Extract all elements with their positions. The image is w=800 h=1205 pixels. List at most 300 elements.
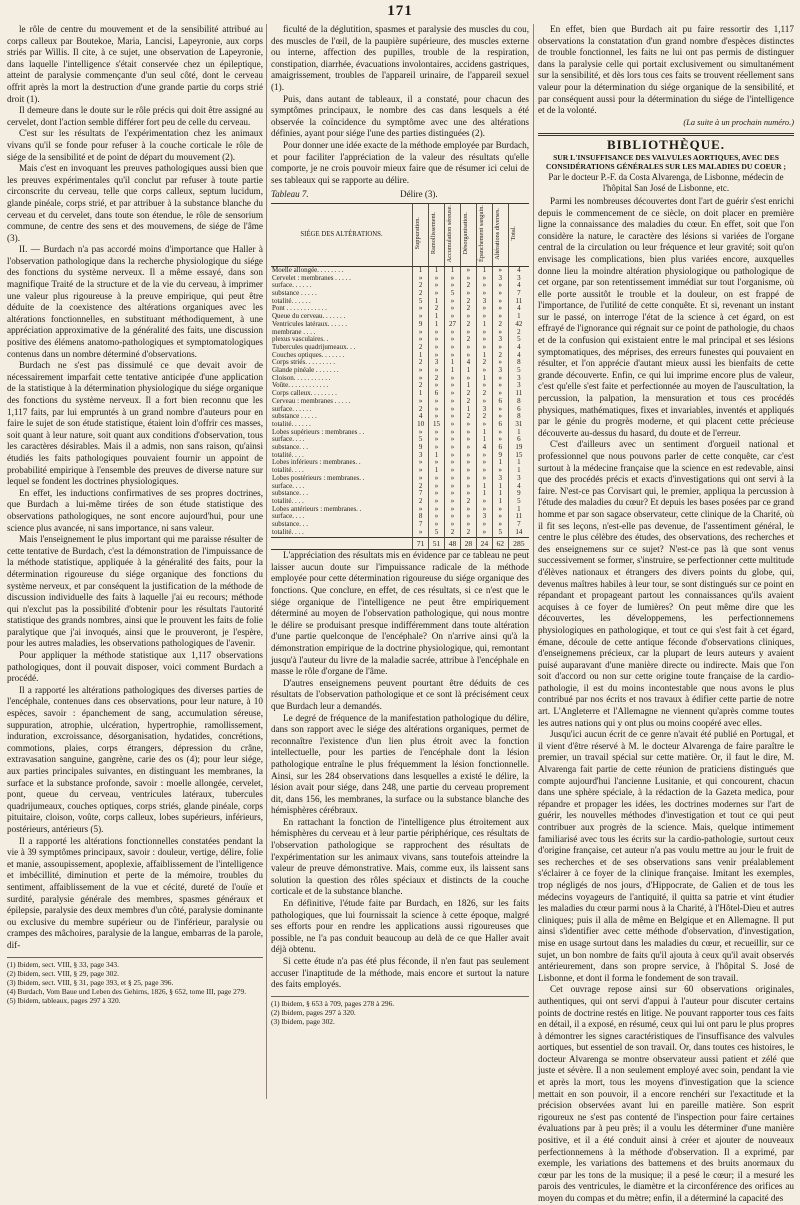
table-row-site: totalité. . . . . . (272, 419, 311, 428)
paragraph: C'est sur les résultats de l'expérimentation chez les animaux vivans qu'il se fonde pour refuser à la couche corticale le rôle de siége de la sensibilité et de point de départ du mouvement (2). (7, 128, 263, 162)
footnotes-left (7, 957, 263, 1006)
table-cell: 7 (508, 521, 529, 529)
section-title: BIBLIOTHÈQUE. (606, 137, 726, 153)
table-cell: 1 (476, 436, 492, 444)
table-cell: » (413, 336, 429, 344)
table-cell: 11 (508, 513, 529, 521)
table-column-label: Total. (509, 226, 517, 241)
table-cell: » (429, 329, 445, 337)
table-cell: » (429, 444, 445, 452)
table-cell: » (429, 398, 445, 406)
table-cell: » (460, 483, 476, 491)
table-cell: » (476, 305, 492, 313)
paragraph: Cet ouvrage repose ainsi sur 60 observations originales, authentiques, qui ont servi d'appui à l'auteur pour discuter certains points de doctrine restés en litige. Ne pouvant rapporter tous ces faits en détail, il a exposé, en résumé, ceux qui lui ont paru le plus propres à démontrer les signes caractéristiques de l'insuffisance des valvules aortiques, but essentiel de son travail. Or, dans toutes ces histoires, le docteur Alvarenga se montre observateur aussi patient et zélé que juste et sévère. Il a non seulement employé avec soin, pendant la vie et après la mort, tous les moyens d'investigation que la science mettait en son pouvoir, il a encore renchéri sur l'exactitude et la précision observées avant lui en pareille matière. Son esprit rigoureux ne s'est pas contenté de l'inspection pour faire certaines évaluations par à peu près; il a voulu les déterminer d'une manière positive, et il a été conduit ainsi à créer et ajouter de nouveaux perfectionnemens à la méthode d'observation. Il a exprimé, par exemple, les variations des battemens et des bruits anormaux du cœur par les tons de la musique; il a pesé le cœur; il a mesuré les parois des ventricules, le diamètre et la circonférence des orifices au moyen du compas et du mètre; enfin, il a déterminé la capacité des (538, 984, 794, 1203)
table-cell: » (460, 329, 476, 337)
table-cell: 6 (492, 398, 508, 406)
table-cell: 1 (413, 390, 429, 398)
table-cell: 1 (492, 483, 508, 491)
table-cell: » (460, 352, 476, 360)
table-column-label: Désorganisation. (461, 212, 469, 255)
table-cell: 2 (413, 483, 429, 491)
table-row-site: totalité. . . . . . (272, 296, 311, 305)
table-cell: » (429, 275, 445, 283)
table-row-site: Tubercules quadrijumeaux. . . (272, 342, 356, 351)
footnote: (1) Ibidem, § 653 à 709, pages 278 à 296. (271, 998, 395, 1008)
table-cell: 1 (476, 429, 492, 437)
table-cell: 2 (460, 398, 476, 406)
table-cell: » (476, 459, 492, 467)
table-row (271, 521, 529, 529)
paragraph: le rôle de centre du mouvement et de la sensibilité attribué au corps calleux par Boutekoe, Maria, Lancisi, Lapeyronie, aux corps striés par Willis. Il cite, à ce sujet, une observation de Lapeyronie, dans laquelle l'intelligence s'était conservée chez un épileptique, atteint de paralysie commençante d'un seul côté, dont le cerveau offrit après la mort la destruction d'une grande partie du corps strié droit (1). (7, 24, 263, 104)
table-cell: 9 (492, 452, 508, 460)
table-cell: 1 (429, 298, 445, 306)
column-left-body (7, 24, 263, 952)
table-column-header (492, 203, 508, 266)
table-cell: 2 (492, 352, 508, 360)
table-cell: 2 (476, 413, 492, 421)
table-cell: 2 (413, 382, 429, 390)
table-cell: » (476, 290, 492, 298)
column-middle-body (271, 550, 529, 991)
table-cell: 2 (444, 529, 460, 537)
table-cell: » (444, 313, 460, 321)
table-cell: » (460, 429, 476, 437)
page-number: 171 (387, 3, 413, 19)
column-right (538, 24, 794, 1203)
paragraph: Jusqu'ici aucun écrit de ce genre n'avait été publié en Portugal, et il vient d'être réservé à M. le docteur Alvarenga de faire paraître le premier, un travail spécial sur cette matière. Or, il faut le dire, M. Alvarenga fait partie de cette réunion de praticiens distingués que compte aujourd'hui l'ancienne Lusitanie, et qui concourent, chacun dans une sphère spéciale, à la rédaction de la Gazeta medica, pour répandre et propager les idées, les doctrines modernes sur l'art de guérir, les nouvelles méthodes d'investigation et tout ce qui peut contribuer aux progrès de la science. Mais, quelque intimement familiarisé avec tous les écrits sur la cardio-pathologie, surtout ceux d'origine française, cet auteur n'a pas voulu mettre au jour le fruit de ses recherches et de ses observations sans venir préalablement s'éclairer à ce foyer de la clinique française. Imitant les exemples, trop négligés de nos jours, d'Hippocrate, de Galien et de tous les médecins voyageurs de l'antiquité, il quitta sa patrie et vint étudier les maladies du cœur parmi nous à la Charité, à l'Hôtel-Dieu et autres cliniques; puis il alla de même en Belgique et en Allemagne. Il put ainsi s'identifier avec cette méthode d'observation, d'investigation, mise en usage surtout dans les maladies du cœur, et recueillir, sur ce sujet, un bon nombre de faits qu'il ajouta à ceux qu'il avait observés antérieurement, dans son propre service, à l'hôpital S. José de Lisbonne, et dont il forma le fondement de son travail. (538, 729, 794, 983)
table-cell: » (492, 406, 508, 414)
table-cell: » (460, 290, 476, 298)
table-cell: » (476, 506, 492, 514)
table-cell: » (413, 367, 429, 375)
table-column-header (444, 203, 460, 266)
table-column-label: Suppuration. (414, 217, 422, 250)
table-cell: 1 (413, 266, 429, 274)
paragraph: En définitive, l'étude faite par Burdach, en 1826, sur les faits pathologiques, que lui fournissait la science à cette époque, malgré ses efforts pour en rendre les applications aussi rigoureuses que possible, ne l'a pas conduit beaucoup au delà de ce que Haller avait déjà obtenu. (271, 898, 529, 955)
table-cell: » (460, 275, 476, 283)
table-cell: 1 (476, 490, 492, 498)
table-cell: » (413, 475, 429, 483)
table-cell: » (476, 498, 492, 506)
table-cell: 7 (413, 490, 429, 498)
table-row (271, 513, 529, 521)
table-cell: 6 (508, 406, 529, 414)
table-cell: » (476, 398, 492, 406)
table-cell: 3 (508, 475, 529, 483)
paragraph: Il demeure dans le doute sur le rôle précis qui doit être assigné au cervelet, dont l'action semble différer fort peu de celle du cerveau. (7, 105, 263, 127)
table-cell: » (444, 513, 460, 521)
table-cell: » (444, 375, 460, 383)
table-cell: » (460, 436, 476, 444)
paragraph: Le degré de fréquence de la manifestation pathologique du délire, dans son rapport avec le siége des altérations organiques, permet de reconnaître l'existence d'un lien plus étroit avec la fonction intellectuelle, pour les parties de l'encéphale dont la lésion pathologique entraîne le plus fréquemment la lésion fonctionnelle. Ainsi, sur les 284 observations dans lesquelles a existé le délire, la lésion avait pour siége, dans 248, une partie du cerveau proprement dit, dans 156, les membranes, la surface ou la substance blanche des hémisphères cérébraux. (271, 712, 529, 816)
table-cell: » (444, 498, 460, 506)
table-cell: 9 (413, 444, 429, 452)
table-column-header (429, 203, 445, 266)
table-cell: 4 (460, 359, 476, 367)
table-cell: 1 (508, 313, 529, 321)
table-cell: 3 (429, 359, 445, 367)
table-row-site: Corps striés. . . . . . . . . (272, 358, 335, 367)
table-cell: » (492, 390, 508, 398)
table-cell: 5 (508, 367, 529, 375)
table-cell: 5 (413, 436, 429, 444)
table-row (271, 529, 529, 537)
table-cell: 2 (508, 329, 529, 337)
table-cell: » (492, 436, 508, 444)
table-cell: » (444, 459, 460, 467)
table-column-label: Ramollissement. (430, 212, 438, 255)
table-cell: » (444, 490, 460, 498)
table-cell: 1 (429, 266, 445, 274)
table-cell: 2 (476, 390, 492, 398)
table-cell: 1 (508, 467, 529, 475)
table-cell: » (460, 375, 476, 383)
table-cell: 4 (508, 282, 529, 290)
table-cell: » (476, 275, 492, 283)
table-cell: 1 (444, 359, 460, 367)
footnote: (3) Ibidem, sect. VIII, § 31, page 393, et § 25, page 396. (7, 977, 174, 987)
footnote: (2) Ibidem, sect. VIII, § 29, page 302. (7, 968, 119, 978)
table-cell: 3 (508, 375, 529, 383)
table-cell: 3 (508, 382, 529, 390)
table-cell: 2 (413, 406, 429, 414)
table-cell: » (429, 282, 445, 290)
paragraph: II. — Burdach n'a pas accordé moins d'importance que Haller à l'observation pathologique dans la recherche physiologique du siége des fonctions du système nerveux. Il a même essayé, dans son magnifique Traité de la structure et de la vie du cerveau, à imprimer une valeur plus rigoureuse à la preuve empirique, qui peut être déduite de la coexistence des altérations organiques avec les altérations fonctionnelles, en substituant méthodiquement, à une appréciation approximative de la généralité des faits, une discussion positive des élémens anatomo-pathologiques et symptomatologiques contenus dans un nombre déterminé d'observations. (7, 244, 263, 359)
table-heading (271, 189, 529, 201)
table-cell: » (429, 506, 445, 514)
table-cell: 8 (413, 513, 429, 521)
table-cell: » (429, 498, 445, 506)
table-row-site: membrane . . . . (272, 327, 316, 336)
table-cell: » (476, 467, 492, 475)
table-cell: 1 (429, 313, 445, 321)
table-cell: » (429, 352, 445, 360)
table-cell: » (492, 467, 508, 475)
table-cell: 4 (508, 483, 529, 491)
table-cell: » (413, 459, 429, 467)
table-cell: » (460, 475, 476, 483)
table-cell: 1 (429, 452, 445, 460)
table-cell: » (444, 398, 460, 406)
column-divider (266, 24, 267, 1099)
table-cell: 5 (508, 498, 529, 506)
table-cell: 2 (460, 413, 476, 421)
table-row-site: plexus vasculaires. . (272, 335, 329, 344)
table-cell: 3 (476, 406, 492, 414)
paragraph: En effet, les inductions confirmatives de ses propres doctrines, que Burdach a lui-même tirées de son étude statistique des observations pathologiques, ne sont encore aujourd'hui, pour une science plus avancée, ni sans importance, ni sans valeur. (7, 487, 263, 533)
paragraph: Parmi les nombreuses découvertes dont l'art de guérir s'est enrichi depuis le commencement de ce siècle, on doit placer en première ligne la connaissance des maladies du cœur. En effet, soit que l'on considère la nature, le caractère des lésions si variées de l'organe central de la circulation ou leur fréquence et leur gravité; soit qu'on envisage les complications, bien plus variées encore, auxquelles donne lieu la moindre altération physiologique ou pathologique de cet organe, par son retentissement immédiat sur tout l'organisme, où elle porte aussitôt le trouble et la douleur, on est frappé de l'importance, de l'utilité de cette conquête. Et si, revenant un instant sur le passé, on interroge l'état de la science à cet égard, on est effrayé de l'ignorance qui régnait sur ce point de pathologie, du chaos et de la confusion qui existaient entre le mal principal et ses lésions symptomatiques, des méprises, des erreurs funestes qui pouvaient en résulter, et l'on apprécie d'autant mieux aussi les bienfaits de cette grande découverte. Enfin, ce qui lui imprime encore plus de valeur, c'est qu'elle s'est faite et perfectionnée au moyen de l'auscultation, la percussion, la palpation, la mensuration et tous ces procédés physiques, mathématiques, fixes et invariables, inventés et appliqués par le génie du progrès moderne, et qui placent cette précieuse découverte au-dessus du hasard, du doute et de l'erreur. (538, 195, 794, 438)
table-cell: » (444, 521, 460, 529)
table-cell: 2 (460, 336, 476, 344)
table-cell: » (444, 475, 460, 483)
table-column-header (508, 203, 529, 266)
table-cell: 1 (508, 459, 529, 467)
table-cell: » (429, 429, 445, 437)
table-row (271, 429, 529, 437)
table-cell: 8 (508, 359, 529, 367)
table-cell: » (444, 467, 460, 475)
column-middle (271, 24, 529, 1099)
table-cell: » (460, 513, 476, 521)
table-row-site: Ventricules latéraux. . . . . . (272, 319, 348, 328)
table-cell: » (429, 513, 445, 521)
table-total-cell: 62 (492, 537, 508, 550)
table-total-cell: 71 (413, 537, 429, 550)
table-cell: 42 (508, 321, 529, 329)
table-cell: » (492, 282, 508, 290)
table-cell: 2 (460, 321, 476, 329)
table-cell: » (413, 329, 429, 337)
table-cell: » (492, 506, 508, 514)
table-cell: 6 (508, 436, 529, 444)
table-cell: » (476, 329, 492, 337)
table-cell: 7 (413, 521, 429, 529)
table-cell: 8 (508, 398, 529, 406)
table-cell: 2 (429, 375, 445, 383)
table-cell: » (444, 329, 460, 337)
table-cell: 2 (460, 529, 476, 537)
table-cell: » (444, 275, 460, 283)
table-title: Délire (3). (400, 189, 438, 200)
table-cell: » (476, 421, 492, 429)
table-cell: 5 (492, 529, 508, 537)
table-cell: » (492, 513, 508, 521)
table-cell: » (476, 344, 492, 352)
table-cell: » (429, 413, 445, 421)
table-cell: » (492, 413, 508, 421)
table-cell: » (444, 452, 460, 460)
table-cell: 1 (492, 498, 508, 506)
table-cell: » (460, 313, 476, 321)
table-cell: » (460, 467, 476, 475)
table-cell: » (444, 305, 460, 313)
table-row-site: Cloison. . . . . . . . . . . (272, 373, 331, 382)
table-row-site: Lobes inférieurs : membranes. . (272, 458, 361, 467)
table-cell: » (492, 266, 508, 274)
table-total-cell: 51 (429, 537, 445, 550)
table-row (271, 506, 529, 514)
table-cell: 4 (476, 444, 492, 452)
table-cell: 1 (460, 406, 476, 414)
table-row-site: surface. . . . (272, 481, 305, 490)
table-cell: 4 (508, 305, 529, 313)
table-cell: 6 (429, 390, 445, 398)
footnote: (4) Burdach, Vom Baue und Leben des Gehirns, 1826, § 652, tome III, page 279. (7, 987, 247, 997)
table-cell: » (476, 336, 492, 344)
table-cell: » (460, 344, 476, 352)
table-row-site: Cervelet : membranes . . . . . (272, 273, 351, 282)
table-cell: » (429, 336, 445, 344)
table-cell: 2 (413, 498, 429, 506)
column-left (7, 24, 263, 1099)
table-cell: » (492, 359, 508, 367)
table-cell: 1 (492, 490, 508, 498)
paragraph: En rattachant la fonction de l'intelligence plus étroitement aux hémisphères du cerveau et à leur partie périphérique, ces résultats de l'observation pathologique se rapprochent des résultats de l'expérimentation sur les animaux vivans, sans toutefois atteindre la valeur de preuve démonstrative. Mais, comme eux, ils laissent sans solution la question des rôles spéciaux et distincts de la couche corticale et de la substance blanche. (271, 816, 529, 897)
table-cell: » (476, 367, 492, 375)
table-row (271, 459, 529, 467)
table-row-site: Corps calleux. . . . . . . . (272, 389, 337, 398)
table-cell: 1 (476, 483, 492, 491)
footnote: (2) Ibidem, pages 297 à 320. (271, 1007, 356, 1017)
table-cell: 1 (508, 506, 529, 514)
paragraph: L'appréciation des résultats mis en évidence par ce tableau ne peut laisser aucun doute sur l'impuissance radicale de la méthode employée pour cette détermination rigoureuse du siége organique des fonctions. Que conclure, en effet, de ces résultats, si ce n'est que le siége organique de l'intelligence ne peut être empiriquement déterminé au moyen de l'observation pathologique, qui nous montre le délire se produisant presque indifféremment dans toute altération d'une partie quelconque de l'encéphale? On n'arrive ainsi qu'à la démonstration empirique de la doctrine physiologique, qui, remontant jusqu'à l'auteur du livre de la maladie sacrée, attribue à l'encéphale en masse le rôle d'organe de l'âme. (271, 550, 529, 677)
table-cell: 1 (492, 459, 508, 467)
table-cell: 2 (413, 344, 429, 352)
table-cell: 4 (413, 413, 429, 421)
table-cell: 1 (460, 367, 476, 375)
table-row-site: Glande pinéale . . . . . . . (272, 366, 339, 375)
table-row-site: substance. . . (272, 443, 308, 452)
table-row (271, 483, 529, 491)
footnote: (5) Ibidem, tableaux, pages 297 à 320. (7, 996, 121, 1006)
table-cell: » (460, 459, 476, 467)
table-row (271, 436, 529, 444)
table-cell: » (492, 382, 508, 390)
continuation-note: (La suite à un prochain numéro.) (683, 117, 794, 127)
table-cell: » (413, 305, 429, 313)
table-row-site: Couches optiques. . . . . . . (272, 350, 345, 359)
table-row-site: surface. . . . . . (272, 404, 312, 413)
table-cell: » (413, 506, 429, 514)
table-cell: » (460, 452, 476, 460)
table-row-site: substance . . . . . (272, 412, 317, 421)
table-cell: 2 (429, 305, 445, 313)
table-row-site: surface. . . . (272, 435, 305, 444)
table-cell: » (444, 421, 460, 429)
table-cell: 4 (508, 344, 529, 352)
table-totals-label (271, 537, 413, 550)
paragraph: Il a rapporté les altérations fonctionnelles constatées pendant la vie à 39 symptômes principaux, savoir : douleur, vertige, délire, folie et manie, assoupissement, apoplexie, affaiblissement de l'intelligence et imbécillité, diminution et perte de la mémoire, troubles du sentiment, affaiblissement de la vue et cécité, dureté de l'ouïe et surdité, paralysie générale des membres, spasmes généraux et épilepsie, paralysie des deux membres d'un côté, paralysie dominante ou exclusive du membre supérieur ou de l'inférieur, paralysie ou crampes des mâchoires, paralysie de la langue, embarras de la parole, dif- (7, 835, 263, 950)
table-cell: » (460, 506, 476, 514)
table-cell: » (413, 275, 429, 283)
table-cell: 3 (508, 275, 529, 283)
table-cell: » (444, 352, 460, 360)
paragraph: En effet, bien que Burdach ait pu faire ressortir des 1,117 observations la constatation d'un grand nombre d'espèces distinctes de trouble fonctionnel, les faits ne lui ont pas permis de distinguer dans la paralysie celle qui portait exclusivement ou simultanément sur la sensibilité, et dès lors tous ces faits se trouvent réellement sans valeur pour la détermination du siége organique de la sensibilité, et par conséquent aussi pour la détermination du siége de l'intelligence et de la volonté. (538, 24, 794, 116)
table-cell: » (492, 298, 508, 306)
table-row-site: totalité. . . . (272, 497, 304, 505)
footnote: (1) Ibidem, sect. VIII, § 33, page 343. (7, 959, 119, 969)
table-cell: » (444, 483, 460, 491)
paragraph: Burdach ne s'est pas dissimulé ce que devait avoir de nécessairement imparfait cette tentative anticipée d'une application de la statistique à la détermination physiologique du siége organique des fonctions du système nerveux. Il a fort bien reconnu que les 1,117 faits, par lui empruntés à un grand nombre d'auteurs pour en faire le sujet de son étude statistique, étaient loin d'offrir ces masses, soit quant à leur nature, soit quant aux conditions d'observation, tous les caractères désirables. Mais il a admis, non sans raison, qu'ainsi étudiés les faits pathologiques pouvaient fournir un appoint de probabilité empirique à l'ensemble des preuves de diverse nature sur lequel se fondent les doctrines physiologiques. (7, 360, 263, 487)
table-cell: 2 (460, 390, 476, 398)
table-cell: » (492, 521, 508, 529)
table-cell: » (476, 452, 492, 460)
table-cell: » (460, 444, 476, 452)
table-cell: 1 (413, 352, 429, 360)
table-column-header (476, 203, 492, 266)
table-total-cell: 285 (508, 537, 529, 550)
table-row-site: Queue du cerveau. . . . . . . (272, 312, 346, 321)
table-row-site: totalité. . . . (272, 527, 304, 536)
table-cell: » (492, 313, 508, 321)
table-cell: » (429, 406, 445, 414)
table-row (271, 475, 529, 483)
table-cell: 6 (492, 421, 508, 429)
table-cell: » (444, 382, 460, 390)
table-cell: » (444, 413, 460, 421)
table-cell: 2 (413, 290, 429, 298)
table-cell: » (429, 490, 445, 498)
table-cell: » (460, 266, 476, 274)
table-cell: 1 (476, 321, 492, 329)
paragraph: Si cette étude n'a pas été plus féconde, il n'en faut pas seulement accuser l'inaptitude de la méthode, mais encore et surtout la nature des faits employés. (271, 956, 529, 990)
table-cell: » (444, 390, 460, 398)
table-cell: 14 (508, 529, 529, 537)
table-cell: 9 (508, 490, 529, 498)
table-cell: » (492, 344, 508, 352)
table-column-label: Accumulation séreuse. (445, 204, 453, 263)
table-cell: » (413, 375, 429, 383)
table-cell: 1 (476, 352, 492, 360)
table-cell: » (476, 529, 492, 537)
table-cell: 3 (476, 298, 492, 306)
table-cell: 1 (444, 266, 460, 274)
table-cell: » (444, 406, 460, 414)
table-cell: » (460, 490, 476, 498)
table-cell: » (429, 382, 445, 390)
table-cell: » (460, 421, 476, 429)
table-cell: 5 (508, 336, 529, 344)
table-cell: 3 (492, 367, 508, 375)
table-cell: 2 (460, 305, 476, 313)
paragraph: Mais c'est en invoquant les preuves pathologiques aussi bien que les preuves expérimentales qu'il conclut par refuser à toute partie circonscrite du cerveau, telle que corps calleux, septum lucidum, glande pinéale, corps strié, et par attribuer à la substance blanche du cerveau et du cervelet, dans toute son étendue, le rôle de sensorium commune, de centre des sens et des mouvemens, de siége de l'âme (3). (7, 163, 263, 243)
table-cell: » (444, 436, 460, 444)
article-title: SUR L'INSUFFISANCE DES VALVULES AORTIQUES, AVEC DES CONSIDÉRATIONS GÉNÉRALES SUR LES MALADIES DU COEUR ; (545, 152, 787, 172)
table-cell: 1 (444, 367, 460, 375)
table-cell: » (429, 475, 445, 483)
table-cell: » (492, 375, 508, 383)
table-row-site: Moelle allongée. . . . . . . . (272, 265, 344, 274)
table-row-site: Cerveau : membranes . . . . . (272, 396, 351, 405)
table-cell: » (413, 313, 429, 321)
table-cell: » (444, 336, 460, 344)
table-cell: 1 (429, 467, 445, 475)
table-cell: » (476, 475, 492, 483)
table-row-site: surface. . . . (272, 512, 305, 521)
table-cell: » (429, 344, 445, 352)
table-cell: » (492, 329, 508, 337)
table-total-cell: 48 (444, 537, 460, 550)
table-cell: 31 (508, 421, 529, 429)
table-cell: 7 (508, 290, 529, 298)
paragraph: ficulté de la déglutition, spasmes et paralysie des muscles du cou, des muscles de l'œil, de la paupière supérieure, des muscles externe ou interne, affection des pupilles, trouble de la respiration, constipation, diarrhée, évacuations involontaires, accidens gastriques, amaigrissement, troubles de l'appareil urinaire, de l'appareil sexuel (1). (271, 24, 529, 92)
table-cell: 2 (492, 321, 508, 329)
table-cell: » (429, 459, 445, 467)
column-middle-intro (271, 24, 529, 186)
table-cell: » (444, 429, 460, 437)
table-cell: » (492, 290, 508, 298)
table-total-cell: 24 (476, 537, 492, 550)
section-divider (538, 133, 794, 136)
table-label: Tableau 7. (271, 189, 309, 200)
table-cell: 27 (444, 321, 460, 329)
table-cell: 8 (508, 413, 529, 421)
table-row-site: Voûte. . . . . . . . . . . . (272, 381, 329, 390)
table-site-header: SIÉGE DES ALTÉRATIONS. (271, 203, 413, 266)
table-cell: » (444, 282, 460, 290)
table-row-site: totalité. . . . (272, 450, 304, 459)
table-cell: 1 (460, 382, 476, 390)
table-cell: 3 (492, 336, 508, 344)
table-cell: 4 (508, 352, 529, 360)
table-cell: » (444, 298, 460, 306)
table-cell: » (429, 367, 445, 375)
table-cell: 2 (476, 359, 492, 367)
paragraph: C'est d'ailleurs avec un sentiment d'orgueil national et professionnel que nous pouvons parler de cette conquête, car c'est surtout à la médecine française que la science en est redevable, ainsi que des procédés précis et exacts d'investigations qui ont servi à la faire. N'est-ce pas Corvisart qui, le premier, appliqua la percussion à l'étude des maladies du cœur? Et depuis les bases posées par ce grand homme et par son sagace observateur, cette clinique de la Charité, où il fit ses leçons, n'est-elle pas devenue, de l'assentiment général, le centre le plus célèbre des études, des observations, des recherches et des enseignemens sur ce sujet? N'est-ce pas là que sont venus successivement se former, s'instruire, se perfectionner cette multitude d'élèves nationaux et étrangers des divers points du globe, qui, devenus maîtres habiles à leur tour, se sont distingués sur ce point en répandant et propageant partout les connaissances qu'ils avaient acquises à ce foyer de lumières? On peut même dire que les découvertes, les développemens, les perfectionnemens physiologiques en pathologique, et tout ce qui s'est fait à cet égard, émane, découle de cette antique féconde d'observations cliniques, d'enseignemens précieux, car la plupart de leurs auteurs y avaient puisé auparavant d'une manière directe ou indirecte. Mais que l'on soit d'accord ou non sur cette origine toute française de la cardio-pathologie, il est du moins incontestable que nous avons le plus contribué par nos écrits et nos travaux à édifier cette partie de notre art. L'Angleterre et l'Allemagne ne viennent qu'après comme toutes les autres nations qui y ont plus ou moins coopéré avec elles. (538, 439, 794, 728)
table-cell: 15 (508, 452, 529, 460)
table-cell: 5 (413, 298, 429, 306)
table-column-label: Altérations diverses. (493, 207, 501, 260)
